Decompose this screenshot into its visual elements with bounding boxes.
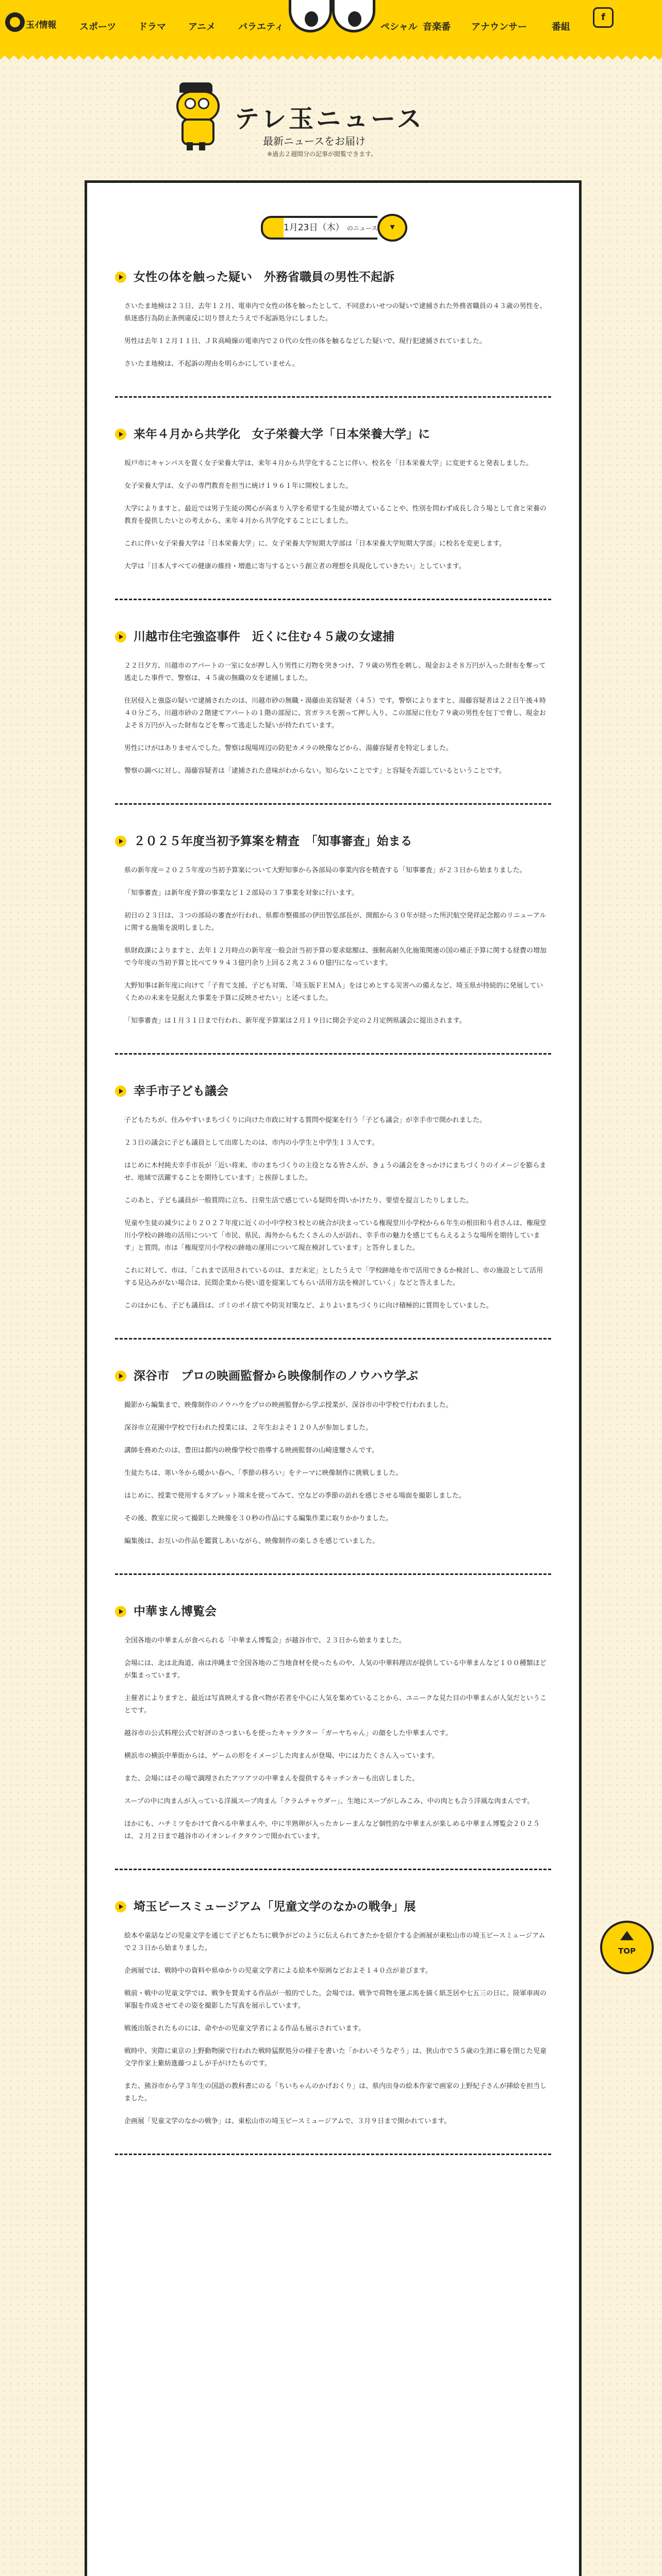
archive-note: ※過去２週間分の記事が閲覧できます。 bbox=[267, 150, 377, 158]
play-bullet-icon bbox=[115, 429, 126, 440]
mascot-eyes-icon bbox=[289, 0, 373, 32]
article-paragraph: はじめに、授業で使用するタブレット端末を使ってみて、空などの季節の訪れを感じさせる場面を撮影しました。 bbox=[124, 1492, 466, 1500]
site-logo[interactable] bbox=[5, 12, 57, 33]
article-paragraph: はじめに木村純夫幸手市長が「近い将来、市のまちづくりの主役となる皆さんが、きょうの議会をきっかけにまちづくりのイメージを膨らませ、地域で活躍することを期待しています」と挨拶しました。 bbox=[124, 1162, 547, 1182]
article-paragraph: 子どもたちが、住みやすいまちづくりに向けた市政に対する質問や提案を行う「子ども議会」が幸手市で開かれました。 bbox=[124, 1116, 486, 1124]
article-paragraph: 児童や生徒の減少により２０２７年度に近くの小中学校３校との統合が決まっている権現堂川小学校から６年生の根田和斗君さんは、権現堂川小学校の跡地の活用について「市民、県民、海外からもたくさんの人が訪れ、幸手市の魅力を感じてもらえるような場所を期待しています」と質問。市は「権現堂川小学校の跡地の運用について現在検討しています」と答弁しました。 bbox=[124, 1219, 547, 1252]
article-paragraph: これに伴い女子栄養大学は「日本栄養大学」に、女子栄養大学短期大学部は「日本栄養大学短期大学部」に校名を変更します。 bbox=[124, 540, 506, 548]
article-paragraph: 「知事審査」は１月３１日まで行われ、新年度予算案は２月１９日に開会予定の２月定例県議会に提出されます。 bbox=[124, 1017, 466, 1025]
article-title-text: 来年４月から共学化 女子栄養大学「日本栄養大学」に bbox=[134, 428, 430, 441]
article-paragraph: このあと、子ども議員が一般質問に立ち、日常生活で感じている疑問を問いかけたり、要望を提言したりしました。 bbox=[124, 1197, 473, 1205]
article-title-text: 中華まん博覧会 bbox=[134, 1605, 217, 1618]
article-paragraph: 坂戸市にキャンパスを置く女子栄養大学は、来年４月から共学化することに伴い、校名を「日本栄養大学」に変更すると発表しました。 bbox=[124, 460, 533, 467]
article-paragraph: さいたま地検は、不起訴の理由を明らかにしていません。 bbox=[124, 360, 299, 368]
article-paragraph: このほかにも、子ども議員は、ゴミのポイ捨てや防災対策など、よりよいまちづくりに向け積極的に質問をしていました。 bbox=[124, 1302, 493, 1310]
article-paragraph: 越谷市の公式料理公式で好評のさつまいもを使ったキャラクター「ガーヤちゃん」の顔をした中華まんです。 bbox=[124, 1730, 452, 1737]
play-bullet-icon bbox=[115, 836, 126, 847]
article-paragraph: 横浜市の横浜中華街からは、ゲームの形をイメージした肉まんが登場、中には力たくさん入っています。 bbox=[124, 1752, 439, 1760]
article-title-text: 深谷市 プロの映画監督から映像制作のノウハウ学ぶ bbox=[134, 1369, 418, 1383]
news-article bbox=[115, 1082, 551, 1340]
news-article bbox=[115, 1367, 551, 1575]
article-list bbox=[115, 268, 551, 2183]
article-paragraph: ２３日の議会に子ども議員として出席したのは、市内の小学生と中学生１３人です。 bbox=[124, 1139, 378, 1147]
news-article bbox=[115, 833, 551, 1055]
article-paragraph: 警察の調べに対し、湯藤容疑者は「逮捕された意味がわからない。知らないことです」と容疑を否認しているということです。 bbox=[124, 767, 506, 775]
news-article bbox=[115, 268, 551, 398]
article-paragraph: 大学は「日本人すべての健康の維持・増進に寄与するという創立者の理想を具現化していきたい」としています。 bbox=[124, 563, 466, 570]
article-paragraph: 全国各地の中華まんが食べられる「中華まん博覧会」が越谷市で、２３日から始まりました。 bbox=[124, 1637, 406, 1645]
article-title-text: ２０２５年度当初予算案を精査 「知事審査」始まる bbox=[134, 835, 412, 848]
back-to-top-label: TOP bbox=[618, 1946, 636, 1956]
site-header bbox=[0, 0, 662, 71]
logo-text: 玉ｲ情報 bbox=[26, 20, 57, 30]
nav-item-drama[interactable]: ドラマ bbox=[138, 22, 166, 32]
article-paragraph: 会場には、北は北海道、南は沖縄まで全国各地のご当地食材を使ったものや、人気の中華料理店が提供している中華まんなど１００種類ほどが集まっています。 bbox=[124, 1659, 547, 1680]
play-bullet-icon bbox=[115, 1370, 126, 1382]
article-paragraph: 講師を務めたのは、豊田は都内の映像学校で指導する映画監督の山崎達璽さんです。 bbox=[124, 1447, 378, 1454]
date-selector-label[interactable] bbox=[284, 216, 377, 240]
article-paragraph: 深谷市立花園中学校で行われた授業には、２年生およそ１２０人が参加しました。 bbox=[124, 1424, 373, 1432]
article-paragraph: 絵本や童話などの児童文学を通じて子どもたちに戦争がどのように伝えられてきたかを紹介する企画展が東松山市の埼玉ピースミュージアムで２３日から始まりました。 bbox=[124, 1932, 545, 1952]
nav-item-anime[interactable]: アニメ bbox=[188, 22, 216, 32]
play-bullet-icon bbox=[115, 1901, 126, 1912]
article-title-text: 川越市住宅強盗事件 近くに住む４５歳の女逮捕 bbox=[134, 630, 394, 643]
date-suffix: のニュース bbox=[346, 225, 378, 232]
nav-zigzag-edge bbox=[0, 50, 662, 60]
article-title bbox=[115, 1367, 551, 1385]
article-paragraph: 大学によりますと、最近では男子生徒の関心が高まり入学を希望する生徒が増えていることや、性別を問わず成長し合う場として食と栄養の教育を提供したいとの考えから、来年４月から共学化することにしました。 bbox=[124, 505, 547, 525]
article-paragraph: 大野知事は新年度に向けて「子育て支援、子ども対策、「埼玉版ＦＥＭＡ」をはじめとする災害への備えなど、埼玉県が持続的に発展していくための未来を見据えた事業を予算に反映させたい」と述べました。 bbox=[124, 982, 543, 1002]
article-title bbox=[115, 833, 551, 850]
article-title-text: 女性の体を触った疑い 外務省職員の男性不起訴 bbox=[134, 270, 394, 284]
article-paragraph: 男性にけがはありませんでした。警察は現場周辺の防犯カメラの映像などから、湯藤容疑者を特定しました。 bbox=[124, 744, 453, 752]
article-paragraph: 編集後は、お互いの作品を鑑賞しあいながら、映像制作の楽しさを感じていました。 bbox=[124, 1537, 379, 1545]
nav-item-sports[interactable]: スポーツ bbox=[79, 22, 117, 32]
article-paragraph: その後、教室に戻って撮影した映像を３０秒の作品にする編集作業に取りかかりました。 bbox=[124, 1515, 393, 1522]
article-paragraph: 県の新年度＝２０２５年度の当初予算案について大野知事から各部局の事業内容を精査する「知事審査」が２３日から始まりました。 bbox=[124, 867, 526, 874]
article-paragraph: 戦時中、実際に東京の上野動物園で行われた戦時猛獣処分の様子を書いた「かわいそうなぞう」は、狭山市で５５歳の生涯に幕を閉じた児童文学作家上紫紡進藤つよしが手がけたものです。 bbox=[124, 2047, 547, 2067]
article-paragraph: 県財政課によりますと、去年１２月時点の新年度一般会計当初予算の要求総額は、強靭高耐久化施策関連の国の補正予算に関する経費の増加で今年度の当初予算と比べて９９４３億円余り上回る２兆２３６０億円になっています。 bbox=[124, 947, 547, 967]
nav-item-programs[interactable]: 番組 bbox=[552, 22, 570, 32]
news-content-box bbox=[85, 180, 582, 2576]
article-paragraph: 「知事審査」は新年度予算の事業など１２部局の３７事業を対象に行います。 bbox=[124, 889, 358, 897]
article-paragraph: 企画展では、戦時中の資料や県ゆかりの児童文学者による絵本や原画などおよそ１４０点が並びます。 bbox=[124, 1967, 432, 1975]
date-selector[interactable] bbox=[261, 214, 405, 238]
article-paragraph: 戦後出版されたものには、命やかの児童文学者による作品も展示されています。 bbox=[124, 2025, 365, 2032]
article-title bbox=[115, 1603, 551, 1620]
nav-item-variety[interactable]: バラエティ bbox=[238, 22, 284, 32]
article-paragraph: さいたま地検は２３日、去年１２月、電車内で女性の体を触ったとして、不同意わいせつの疑いで逮捕された外務省職員の４３歳の男性を、県迷惑行為防止条例違反に切り替えたうえで不起訴処分にしました。 bbox=[124, 302, 547, 323]
article-paragraph: 男性は去年１２月１１日、ＪＲ高崎線の電車内で２０代の女性の体を触るなどした疑いで、現行犯逮捕されていました。 bbox=[124, 337, 486, 345]
article-paragraph: 女子栄養大学は、女子の専門教育を担当に統け１９６１年に開校しました。 bbox=[124, 482, 353, 490]
play-bullet-icon bbox=[115, 272, 126, 283]
nav-item-music[interactable]: 音楽番 bbox=[423, 22, 451, 32]
chevron-down-icon[interactable]: ▾ bbox=[377, 214, 407, 242]
global-nav bbox=[0, 0, 662, 50]
news-article bbox=[115, 628, 551, 805]
logo-mark-icon bbox=[5, 12, 25, 32]
date-selector-cap bbox=[261, 216, 287, 240]
arrow-up-icon bbox=[620, 1931, 634, 1940]
article-title bbox=[115, 1082, 551, 1100]
mascot-illustration bbox=[170, 82, 222, 150]
article-title bbox=[115, 1898, 551, 1916]
article-paragraph: 生徒たちは、寒い冬から暖かい春へ、「季節の移ろい」をテーマに映像制作に挑戦しました。 bbox=[124, 1469, 403, 1477]
article-title bbox=[115, 426, 551, 443]
article-paragraph: 初日の２３日は、３つの部局の審査が行われ、県都市整備部の伊田智弘部長が、開館から３０年が経った所沢航空発祥記念館のリニューアルに関する施策を説明しました。 bbox=[124, 912, 547, 932]
news-article bbox=[115, 1898, 551, 2155]
selected-date: 1月23日（木） bbox=[284, 223, 344, 233]
article-paragraph: 戦前・戦中の児童文学では、戦争を賛美する作品が一般的でした。会場では、戦争で荷物を運ぶ馬を描く紙芝居や七五三の日に、陸軍車両の軍服を作成させてその姿を撮影した写真を展示しています。 bbox=[124, 1990, 547, 2010]
play-bullet-icon bbox=[115, 631, 126, 642]
back-to-top-button[interactable] bbox=[600, 1921, 654, 1974]
news-article bbox=[115, 1603, 551, 1870]
facebook-icon[interactable]: f bbox=[593, 7, 614, 28]
article-paragraph: ほかにも、ハチミツをかけて食べる中華まんや、中に半熟卵が入ったカレーまんなど個性的な中華まんが楽しめる中華まん博覧会２０２５は、２月２日まで越谷市のイオンレイクタウンで開かれています。 bbox=[124, 1820, 540, 1840]
article-title-text: 幸手市子ども議会 bbox=[134, 1084, 228, 1098]
article-paragraph: 企画展「児童文学のなかの戦争」は、東松山市の埼玉ピースミュージアムで、３月９日まで開かれています。 bbox=[124, 2117, 451, 2125]
page-title: テレ玉ニュース bbox=[235, 105, 424, 133]
article-paragraph: また、会場にはその場で調理されたアツアツの中華まんを提供するキッチンカーも出店しました。 bbox=[124, 1775, 419, 1783]
article-paragraph: また、熊谷市から学３年生の国語の教科書にのる「ちいちゃんのかげおくり」は、県内出身の絵本作家で画家の上野紀子さんが挿絵を担当しました。 bbox=[124, 2082, 547, 2103]
page-subtitle: 最新ニュースをお届け bbox=[263, 135, 366, 147]
nav-item-special[interactable]: ペシャル bbox=[380, 22, 418, 32]
article-paragraph: 住居侵入と強盗の疑いで逮捕されたのは、川越市砂の無職・湯藤由美容疑者（４５）です。警察によりますと、湯藤容疑者は２２日午後４時４０分ごろ、川越市砂の２階建てアパートの１階の部屋に、宮ガラスを割って押し入り、この部屋に住む７９歳の男性を包丁で脅し、現金およそ８万円が入った財布などを奪って逃走した疑いが持たれています。 bbox=[124, 697, 546, 730]
article-paragraph: 撮影から編集まで、映像制作のノウハウをプロの映画監督から学ぶ授業が、深谷市の中学校で行われました。 bbox=[124, 1401, 453, 1409]
article-title bbox=[115, 268, 551, 286]
article-title bbox=[115, 628, 551, 646]
article-paragraph: スープの中に肉まんが入っている洋風スープ肉まん「クラムチャウダー」、生地にスープがしみこみ、中の肉とも合う洋風な肉まんです。 bbox=[124, 1798, 534, 1805]
nav-item-announcer[interactable]: アナウンサー bbox=[471, 22, 527, 32]
article-title-text: 埼玉ピースミュージアム「児童文学のなかの戦争」展 bbox=[134, 1900, 416, 1913]
article-paragraph: ２２日夕方、川越市のアパートの一室に女が押し入り男性に刃物を突きつけ、７９歳の男性を刺し、現金およそ８万円が入った財布を奪って逃走した事件で、警察は、４５歳の無職の女を逮捕しました。 bbox=[124, 662, 546, 682]
article-paragraph: これに対して、市は、「これまで活用されているのは、まだ未定」としたうえで「学校跡地を市で活用できるか検討し、市の施設として活用する見込みがない場合は、民間企業から使い道を提案してもらい活用方法を検討していく」などと答えました。 bbox=[124, 1267, 543, 1287]
news-article bbox=[115, 426, 551, 600]
play-bullet-icon bbox=[115, 1086, 126, 1097]
article-paragraph: 主催者によりますと、最近は写真映えする食べ物が若者を中心に人気を集めていることから、ユニークな見た目の中華まんが人気だということです。 bbox=[124, 1694, 547, 1715]
play-bullet-icon bbox=[115, 1606, 126, 1617]
